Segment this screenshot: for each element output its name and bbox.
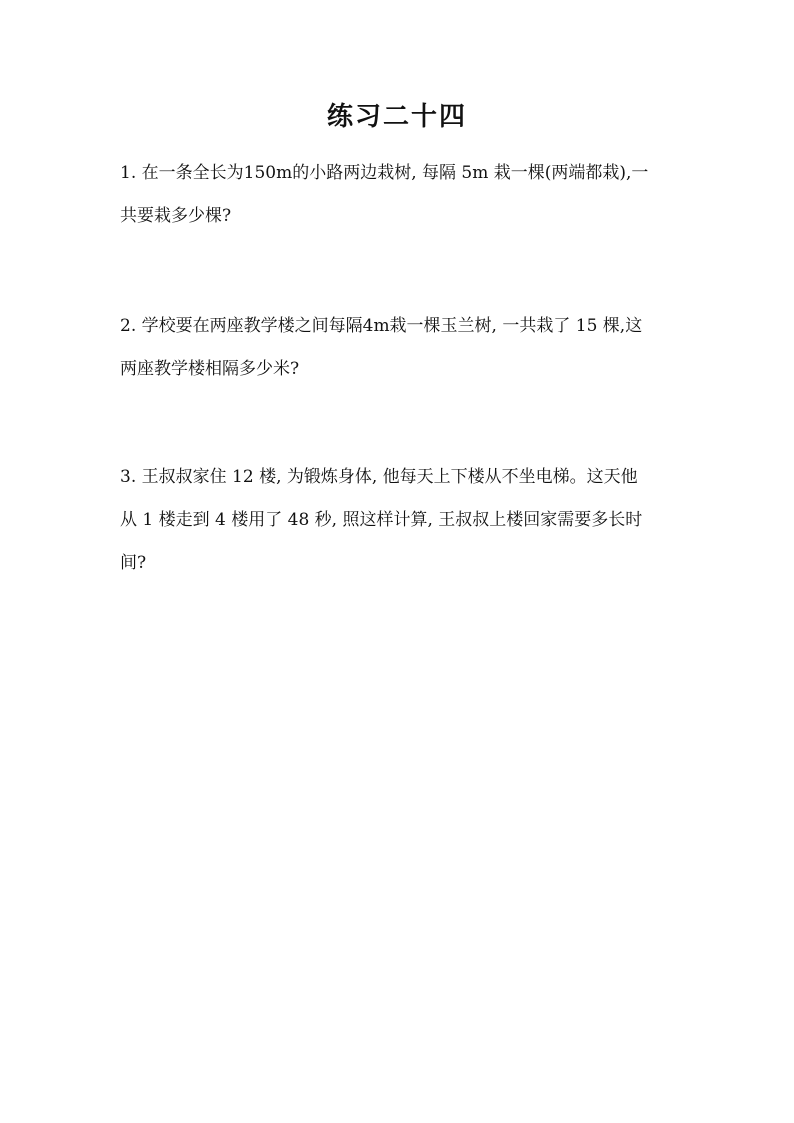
question-1-line-2: 共要栽多少棵? [120, 206, 232, 226]
question-3-line-3: 间? [120, 553, 147, 573]
question-1-line-1: 1. 在一条全长为150m的小路两边栽树, 每隔 5m 栽一棵(两端都栽),一 [120, 163, 649, 183]
question-3 [120, 456, 680, 585]
question-3-line-2: 从 1 楼走到 4 楼用了 48 秒, 照这样计算, 王叔叔上楼回家需要多长时 [120, 510, 643, 530]
question-2 [120, 305, 680, 391]
page-title: 练习二十四 [326, 102, 467, 132]
question-2-line-2: 两座教学楼相隔多少米? [120, 359, 300, 379]
question-2-line-1: 2. 学校要在两座教学楼之间每隔4m栽一棵玉兰树, 一共栽了 15 棵,这 [120, 316, 643, 336]
question-3-line-1: 3. 王叔叔家住 12 楼, 为锻炼身体, 他每天上下楼从不坐电梯。这天他 [120, 467, 638, 487]
question-1 [120, 152, 680, 238]
